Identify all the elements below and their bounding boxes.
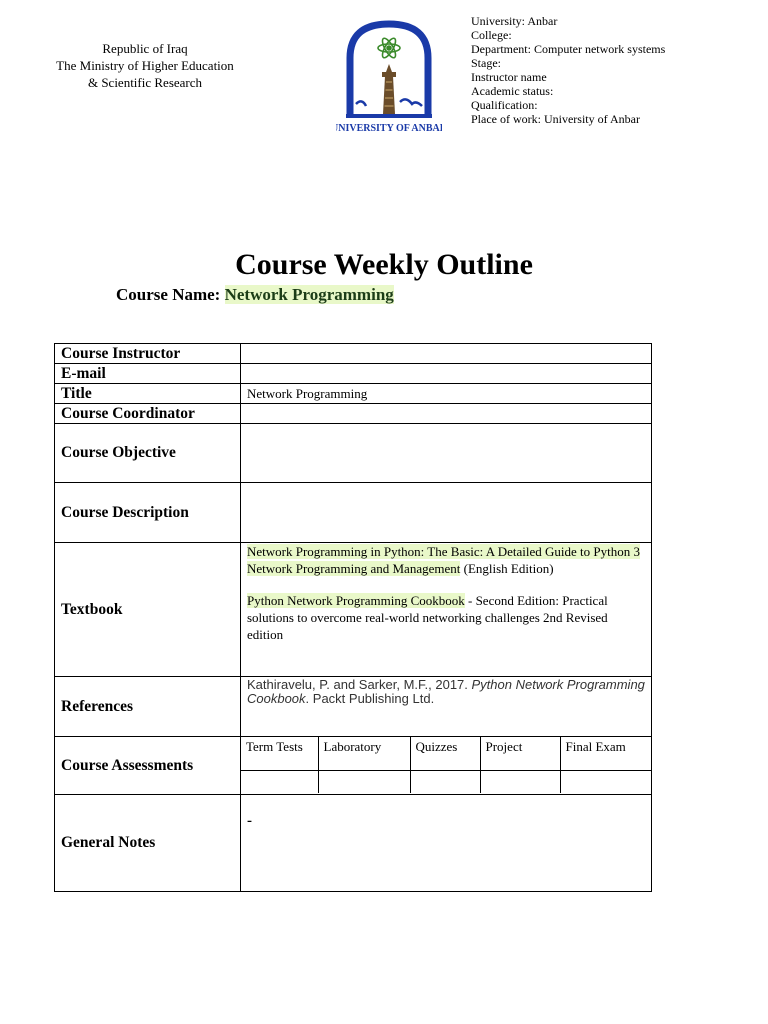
references-authors: Kathiravelu, P. and Sarker, M.F., 2017. [247,677,472,692]
assessment-final-exam-value [560,770,651,793]
assessments-header-row [241,737,651,770]
title-label: Title [55,384,241,404]
objective-label: Course Objective [55,424,241,483]
notes-label: General Notes [55,795,241,892]
assessment-project: Project [480,737,560,770]
page-title: Course Weekly Outline [235,248,533,281]
detail-university: University: Anbar [471,14,558,28]
row-email [55,364,652,384]
textbook-label: Textbook [55,543,241,677]
assessment-term-tests: Term Tests [241,737,318,770]
assessment-final-exam: Final Exam [560,737,651,770]
ministry-header [30,40,260,91]
notes-value: - [241,795,652,892]
textbook-2-note: - Second Edition: Practical solutions to overcome real-world networking challenges 2nd Revised edition [247,593,608,642]
course-name-line [116,285,394,305]
assessments-label: Course Assessments [55,737,241,795]
assessments-table [241,737,651,793]
references-book-title: Python Network Programming Cookbook [247,677,645,706]
detail-qualification: Qualification: [471,98,538,112]
row-description [55,483,652,543]
university-details [471,14,761,126]
assessment-quizzes-value [410,770,480,793]
objective-value [241,424,652,483]
instructor-value [241,344,652,364]
references-value [241,677,652,737]
references-label: References [55,677,241,737]
assessment-laboratory: Laboratory [318,737,410,770]
title-value: Network Programming [241,384,652,404]
assessments-value [241,737,652,795]
row-objective [55,424,652,483]
row-textbook [55,543,652,677]
course-outline-table [54,343,652,892]
row-coordinator [55,404,652,424]
header-line-ministry: The Ministry of Higher Education [56,58,234,73]
email-label: E-mail [55,364,241,384]
textbook-2 [247,592,645,643]
textbook-1-title: Network Programming in Python: The Basic: A Detailed Guide to Python 3 Network Programming and Management [247,544,640,576]
row-assessments [55,737,652,795]
university-logo-emblem [336,18,442,136]
course-name-value: Network Programming [224,285,394,304]
coordinator-value [241,404,652,424]
assessment-project-value [480,770,560,793]
row-instructor [55,344,652,364]
description-label: Course Description [55,483,241,543]
header-line-research: & Scientific Research [87,75,203,90]
assessment-quizzes: Quizzes [410,737,480,770]
textbook-1 [247,543,645,577]
references-publisher: . Packt Publishing Ltd. [305,691,435,706]
email-value [241,364,652,384]
detail-college: College: [471,28,512,42]
description-value [241,483,652,543]
course-name-label: Course Name: [116,285,221,304]
textbook-value [241,543,652,677]
row-notes [55,795,652,892]
row-references [55,677,652,737]
detail-stage: Stage: [471,56,501,70]
row-title [55,384,652,404]
assessment-laboratory-value [318,770,410,793]
detail-academic-status: Academic status: [471,84,554,98]
logo-caption: UNIVERSITY OF ANBAR [336,123,442,134]
header-line-republic: Republic of Iraq [102,41,188,56]
detail-place-of-work: Place of work: University of Anbar [471,112,640,126]
detail-department: Department: Computer network systems [471,42,666,56]
coordinator-label: Course Coordinator [55,404,241,424]
university-logo [336,18,442,136]
textbook-2-title: Python Network Programming Cookbook [247,593,465,608]
instructor-label: Course Instructor [55,344,241,364]
detail-instructor: Instructor name [471,70,547,84]
textbook-1-note: (English Edition) [460,561,554,576]
assessments-value-row [241,770,651,793]
assessment-term-tests-value [241,770,318,793]
